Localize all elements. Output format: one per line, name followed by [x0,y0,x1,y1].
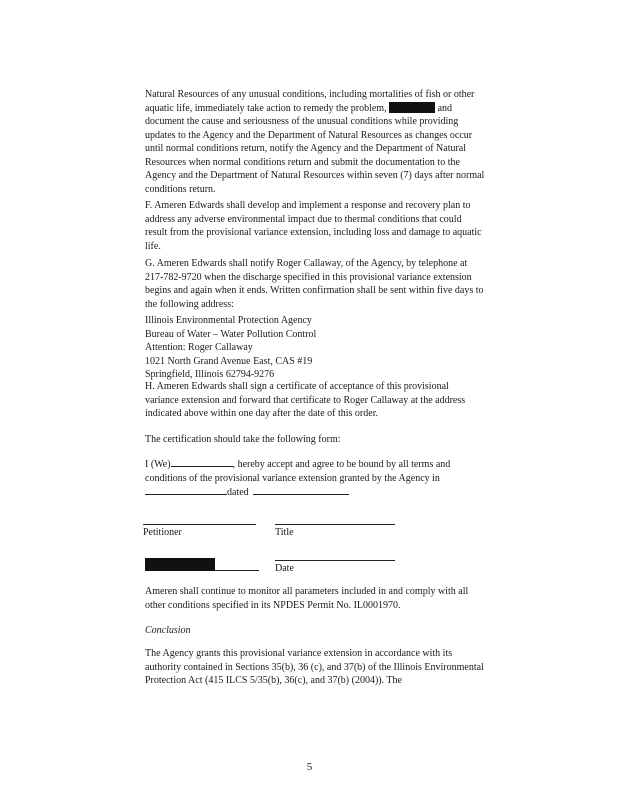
title-label: Title [275,527,294,538]
paragraph-h-certificate: H. Ameren Edwards shall sign a certificate of acceptance of this provisional variance extension and forward that certificate to Roger Callaway at the address indicated above within one day after the date of this order. [145,381,466,419]
redaction-box [389,102,435,113]
redaction-box [145,558,215,571]
page-number: 5 [306,761,313,773]
paragraph-certification-form: The certification should take the following form: [145,434,341,445]
date-blank [253,485,349,495]
address-line-2: Bureau of Water – Water Pollution Control [145,328,317,340]
cert-mid: , hereby accept and agree to be bound by all terms and conditions of the provisional variance extension granted by the Agency in [145,459,451,484]
address-line-5: Springfield, Illinois 62794-9276 [145,369,275,380]
paragraph-unusual-conditions [145,88,485,196]
petitioner-label: Petitioner [143,527,182,538]
address-line-4: 1021 North Grand Avenue East, CAS #19 [145,355,313,367]
paragraph-text-part-1: Natural Resources of any unusual conditions, including mortalities of fish or other aquatic life, immediately take action to remedy the problem, [145,89,475,114]
address-line-3: Attention: Roger Callaway [145,342,253,353]
paragraph-g-notify: G. Ameren Edwards shall notify Roger Callaway, of the Agency, by telephone at 217-782-9720 when the discharge specified in this provisional variance extension begins and again when it ends. Written confirmation shall be sent within five days to the following address: [145,258,484,310]
title-signature-line [275,524,395,525]
cert-start: I (We) [145,459,171,470]
cert-dated: dated [227,487,249,498]
conclusion-heading: Conclusion [145,625,191,636]
mailing-address [145,314,485,382]
certification-text [145,457,485,500]
paragraph-text-part-2: and document the cause and seriousness of the unusual conditions while providing updates to the Agency and the Department of Natural Resources as changes occur until normal conditions return, notify the Agency and the Department of Natural Resources when normal conditions return and submit the documentation to the Agency and the Department of Natural Resources within seven (7) days after normal conditions return. [145,102,485,195]
paragraph-conclusion: The Agency grants this provisional variance extension in accordance with its authority contained in Sections 35(b), 36 (c), and 37(b) of the Illinois Environmental Protection Act (415 ILCS 5/35(b), 36(c), and 37(b) (2004)). The [145,648,484,686]
date-label: Date [275,563,294,574]
address-line-1: Illinois Environmental Protection Agency [145,315,312,326]
date-signature-line [275,560,395,561]
name-signature-line [215,570,259,571]
name-blank [171,457,233,467]
paragraph-f-response-plan: F. Ameren Edwards shall develop and implement a response and recovery plan to address any adverse environmental impact due to thermal conditions that could result from the provisional variance extension, including loss and damage to aquatic life. [145,200,482,252]
paragraph-monitoring: Ameren shall continue to monitor all parameters included in and comply with all other conditions specified in its NPDES Permit No. IL0001970. [145,586,469,611]
order-blank [145,485,227,495]
petitioner-signature-line [143,524,256,525]
